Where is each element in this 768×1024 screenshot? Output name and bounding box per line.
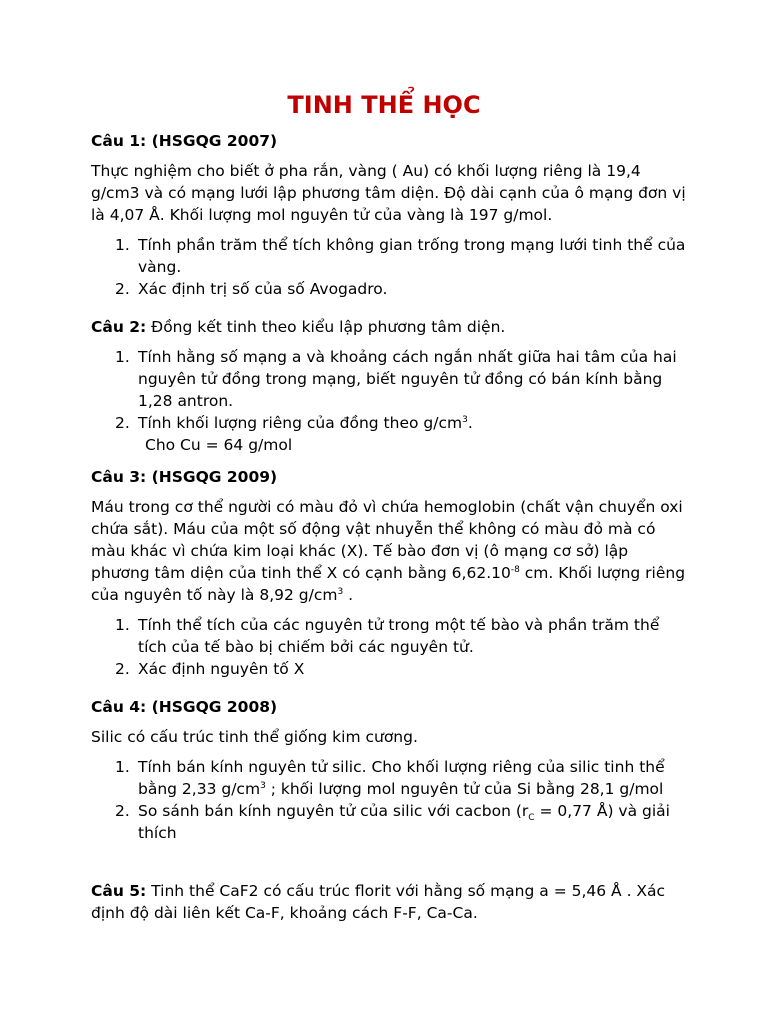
list-text-end: ; khối lượng mol nguyên tử của Si bằng 28,1 g/mol	[265, 780, 664, 798]
list-item	[91, 614, 691, 658]
list-number: 2.	[115, 660, 130, 678]
list-text: So sánh bán kính nguyên tử của silic với cacbon (r	[138, 802, 529, 820]
question-5-text: Tinh thể CaF2 có cấu trúc florit với hằng số mạng a = 5,46 Å . Xác định độ dài liên kết Ca-F, khoảng cách F-F, Ca-Ca.	[91, 882, 666, 922]
question-3-text	[91, 496, 691, 606]
question-4-label: Câu 4: (HSGQG 2008)	[91, 698, 278, 716]
superscript: 3	[260, 780, 266, 791]
question-3-text-c: .	[343, 586, 354, 604]
document-title: TINH THỂ HỌC	[287, 91, 481, 119]
question-2-text: Đồng kết tinh theo kiểu lập phương tâm diện.	[146, 318, 506, 336]
question-3-label: Câu 3: (HSGQG 2009)	[91, 468, 278, 486]
list-text-end: = 0,77 Å) và giải thích	[138, 802, 670, 842]
question-4-text: Silic có cấu trúc tinh thể giống kim cương.	[91, 728, 418, 746]
question-1-label: Câu 1: (HSGQG 2007)	[91, 132, 278, 150]
list-text: Xác định nguyên tố X	[138, 660, 305, 678]
question-2-list	[91, 346, 691, 434]
list-number: 2.	[115, 414, 130, 432]
question-5-paragraph	[91, 880, 691, 924]
list-item	[91, 278, 691, 300]
list-number: 1.	[115, 758, 130, 776]
question-1-list	[91, 234, 691, 300]
question-3-list	[91, 614, 691, 680]
superscript: 3	[462, 414, 468, 425]
list-number: 2.	[115, 280, 130, 298]
question-4-list	[91, 756, 691, 844]
question-5	[91, 880, 691, 924]
question-3-text-b: cm. Khối lượng riêng của nguyên tố này là 8,92 g/cm	[91, 564, 686, 604]
list-text: Xác định trị số của số Avogadro.	[138, 280, 388, 298]
list-text: Tính hằng số mạng a và khoảng cách ngắn nhất giữa hai tâm của hai nguyên tử đồng trong mạng, biết nguyên tử đồng có bán kính bằng 1,28 antron.	[138, 348, 677, 410]
list-item	[91, 800, 691, 844]
question-2-label: Câu 2:	[91, 318, 147, 336]
list-item	[91, 234, 691, 278]
question-5-label: Câu 5:	[91, 882, 147, 900]
list-text: Tính khối lượng riêng của đồng theo g/cm	[138, 414, 463, 432]
subscript: C	[528, 813, 535, 824]
question-2-note: Cho Cu = 64 g/mol	[145, 436, 293, 454]
list-item	[91, 412, 691, 434]
list-text: Tính thể tích của các nguyên tử trong một tế bào và phần trăm thể tích của tế bào bị chiếm bởi các nguyên tử.	[138, 616, 660, 656]
question-1	[91, 130, 691, 300]
superscript: -8	[510, 564, 520, 575]
list-item	[91, 756, 691, 800]
list-item	[91, 658, 691, 680]
question-1-text: Thực nghiệm cho biết ở pha rắn, vàng ( Au) có khối lượng riêng là 19,4 g/cm3 và có mạng lưới lập phương tâm diện. Độ dài cạnh của ô mạng đơn vị là 4,07 Å. Khối lượng mol nguyên tử của vàng là 197 g/mol.	[91, 162, 686, 224]
question-4	[91, 696, 691, 844]
question-3	[91, 466, 691, 680]
list-number: 1.	[115, 348, 130, 366]
list-number: 1.	[115, 616, 130, 634]
list-text: Tính phần trăm thể tích không gian trống trong mạng lưới tinh thể của vàng.	[138, 236, 686, 276]
list-text: Tính bán kính nguyên tử silic. Cho khối lượng riêng của silic tinh thể bằng 2,33 g/cm	[138, 758, 665, 798]
superscript: 3	[337, 586, 344, 597]
list-text-end: .	[467, 414, 473, 432]
question-2-paragraph	[91, 316, 691, 338]
question-2	[91, 316, 691, 456]
list-number: 1.	[115, 236, 130, 254]
question-3-text-a: Máu trong cơ thể người có màu đỏ vì chứa hemoglobin (chất vận chuyển oxi chứa sắt). Máu của một số động vật nhuyễn thể không có màu đỏ mà có màu khác vì chứa kim loại khác (X). Tế bào đơn vị (ô mạng cơ sở) lập phương tâm diện của tinh thể X có cạnh bằng 6,62.10	[91, 498, 683, 582]
list-number: 2.	[115, 802, 130, 820]
list-item	[91, 346, 691, 412]
